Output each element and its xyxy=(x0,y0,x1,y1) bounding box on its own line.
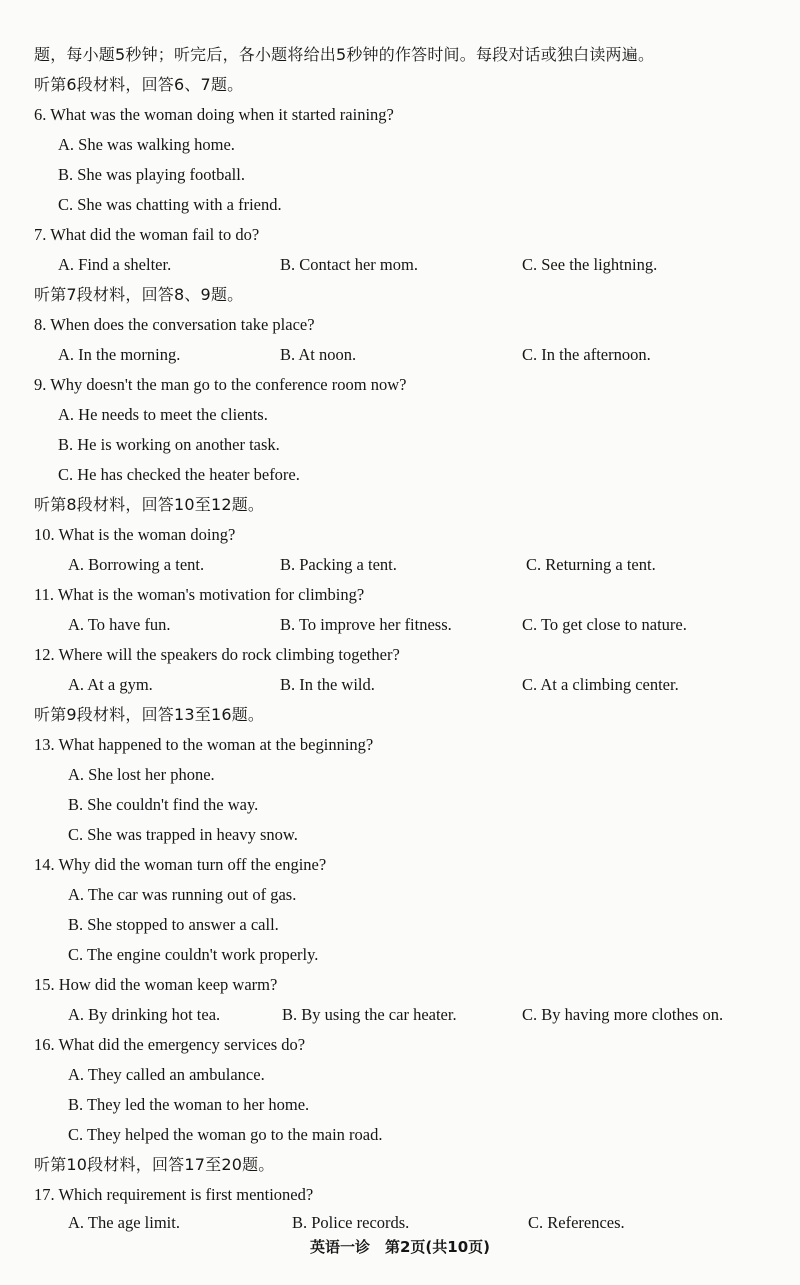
section-heading: 听第7段材料，回答8、9题。 xyxy=(34,285,244,304)
option-b: B. By using the car heater. xyxy=(282,1005,457,1024)
option-c: C. He has checked the heater before. xyxy=(58,465,300,484)
section-heading: 听第6段材料，回答6、7题。 xyxy=(34,75,244,94)
option-a: A. By drinking hot tea. xyxy=(68,1005,221,1024)
option-c: C. References. xyxy=(528,1213,625,1232)
option-c: C. To get close to nature. xyxy=(522,615,687,634)
question-stem: 15. How did the woman keep warm? xyxy=(34,975,278,994)
option-a: A. He needs to meet the clients. xyxy=(58,405,268,424)
option-a: A. To have fun. xyxy=(68,615,171,634)
question-stem: 12. Where will the speakers do rock climbing together? xyxy=(34,645,400,664)
option-c: C. They helped the woman go to the main road. xyxy=(68,1125,383,1144)
option-c: C. At a climbing center. xyxy=(522,675,679,694)
option-c: C. The engine couldn't work properly. xyxy=(68,945,319,964)
question-stem: 11. What is the woman's motivation for climbing? xyxy=(34,585,365,604)
question-stem: 14. Why did the woman turn off the engine? xyxy=(34,855,327,874)
option-a: A. The age limit. xyxy=(68,1213,180,1232)
option-b: B. Police records. xyxy=(292,1213,410,1232)
question-stem: 6. What was the woman doing when it started raining? xyxy=(34,105,394,124)
intro-line: 题，每小题5秒钟；听完后，各小题将给出5秒钟的作答时间。每段对话或独白读两遍。 xyxy=(34,45,655,64)
option-c: C. By having more clothes on. xyxy=(522,1005,724,1024)
option-a: A. She lost her phone. xyxy=(68,765,215,784)
question-stem: 8. When does the conversation take place? xyxy=(34,315,315,334)
option-c: C. In the afternoon. xyxy=(522,345,651,364)
option-a: A. The car was running out of gas. xyxy=(68,885,297,904)
question-stem: 17. Which requirement is first mentioned? xyxy=(34,1185,314,1204)
option-b: B. At noon. xyxy=(280,345,357,364)
option-a: A. Borrowing a tent. xyxy=(68,555,205,574)
option-b: B. Packing a tent. xyxy=(280,555,397,574)
option-a: A. Find a shelter. xyxy=(58,255,172,274)
option-c: C. Returning a tent. xyxy=(526,555,656,574)
option-b: B. She was playing football. xyxy=(58,165,245,184)
option-b: B. She couldn't find the way. xyxy=(68,795,259,814)
option-b: B. In the wild. xyxy=(280,675,375,694)
question-stem: 7. What did the woman fail to do? xyxy=(34,225,260,244)
question-stem: 9. Why doesn't the man go to the conference room now? xyxy=(34,375,407,394)
question-stem: 13. What happened to the woman at the beginning? xyxy=(34,735,374,754)
option-b: B. Contact her mom. xyxy=(280,255,418,274)
option-a: A. At a gym. xyxy=(68,675,153,694)
option-c: C. See the lightning. xyxy=(522,255,658,274)
option-b: B. They led the woman to her home. xyxy=(68,1095,310,1114)
option-a: A. She was walking home. xyxy=(58,135,235,154)
option-a: A. They called an ambulance. xyxy=(68,1065,265,1084)
question-stem: 16. What did the emergency services do? xyxy=(34,1035,306,1054)
section-heading: 听第9段材料，回答13至16题。 xyxy=(34,705,265,724)
option-b: B. To improve her fitness. xyxy=(280,615,452,634)
option-a: A. In the morning. xyxy=(58,345,181,364)
option-c: C. She was trapped in heavy snow. xyxy=(68,825,298,844)
section-heading: 听第10段材料，回答17至20题。 xyxy=(34,1155,275,1174)
option-c: C. She was chatting with a friend. xyxy=(58,195,282,214)
section-heading: 听第8段材料，回答10至12题。 xyxy=(34,495,265,514)
question-stem: 10. What is the woman doing? xyxy=(34,525,236,544)
page-footer: 英语一诊 第2页(共10页) xyxy=(309,1238,491,1256)
option-b: B. She stopped to answer a call. xyxy=(68,915,279,934)
option-b: B. He is working on another task. xyxy=(58,435,280,454)
